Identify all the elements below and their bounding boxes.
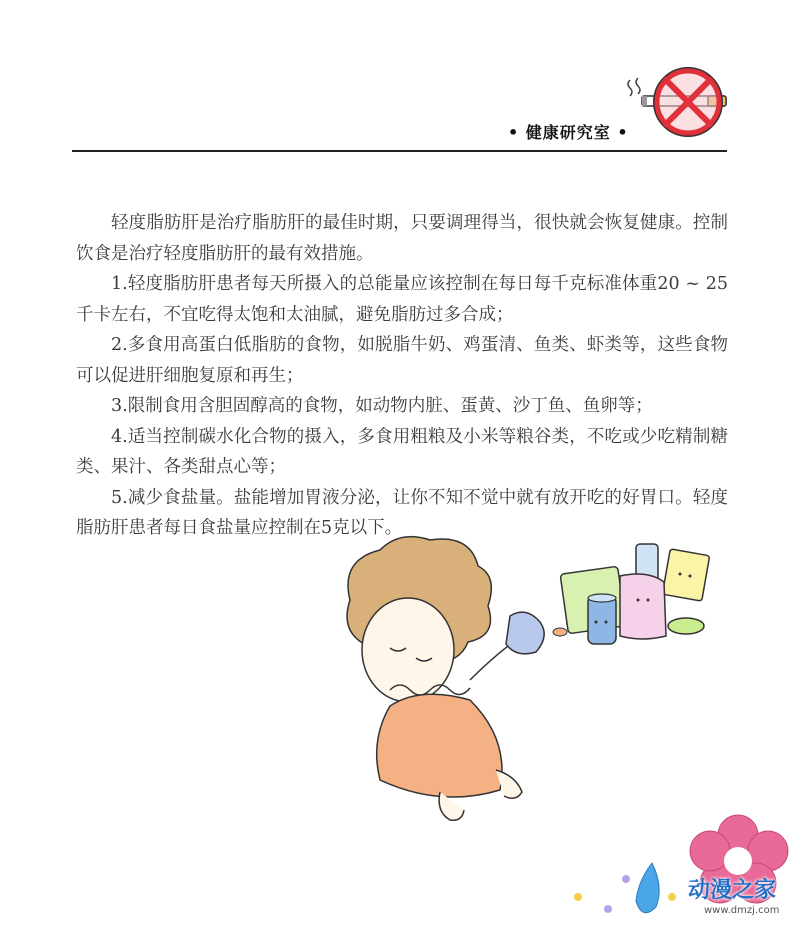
tip-5-paragraph: 5.减少食盐量。盐能增加胃液分泌，让你不知不觉中就有放开吃的好胃口。轻度脂肪肝患者每日食盐量应控制在5克以下。 <box>76 487 728 538</box>
tip-4-paragraph: 4.适当控制碳水化合物的摄入，多食用粗粮及小米等粮谷类，不吃或少吃精制糖类、果汁、各类甜点心等； <box>76 426 728 477</box>
tip-2-paragraph: 2.多食用高蛋白低脂肪的食物，如脱脂牛奶、鸡蛋清、鱼类、虾类等，这些食物可以促进肝细胞复原和再生； <box>76 335 728 386</box>
intro-paragraph: 轻度脂肪肝是治疗脂肪肝的最佳时期，只要调理得当，很快就会恢复健康。控制饮食是治疗轻度脂肪肝的最有效措施。 <box>76 213 728 264</box>
watermark-name: 动漫之家 <box>688 878 777 903</box>
no-smoking-icon <box>624 60 734 148</box>
watermark-url: www.dmzj.com <box>704 905 780 916</box>
header-divider <box>72 150 727 152</box>
sleeping-girl-illustration <box>320 530 720 830</box>
article-body <box>76 208 728 544</box>
tip-1-paragraph: 1.轻度脂肪肝患者每天所摄入的总能量应该控制在每日每千克标准体重20 ~ 25千卡左右，不宜吃得太饱和太油腻，避免脂肪过多合成； <box>76 274 728 325</box>
food-items-icon <box>560 544 710 644</box>
section-title: • 健康研究室 • <box>508 123 629 142</box>
tip-3-paragraph: 3.限制食用含胆固醇高的食物，如动物内脏、蛋黄、沙丁鱼、鱼卵等； <box>111 396 653 416</box>
